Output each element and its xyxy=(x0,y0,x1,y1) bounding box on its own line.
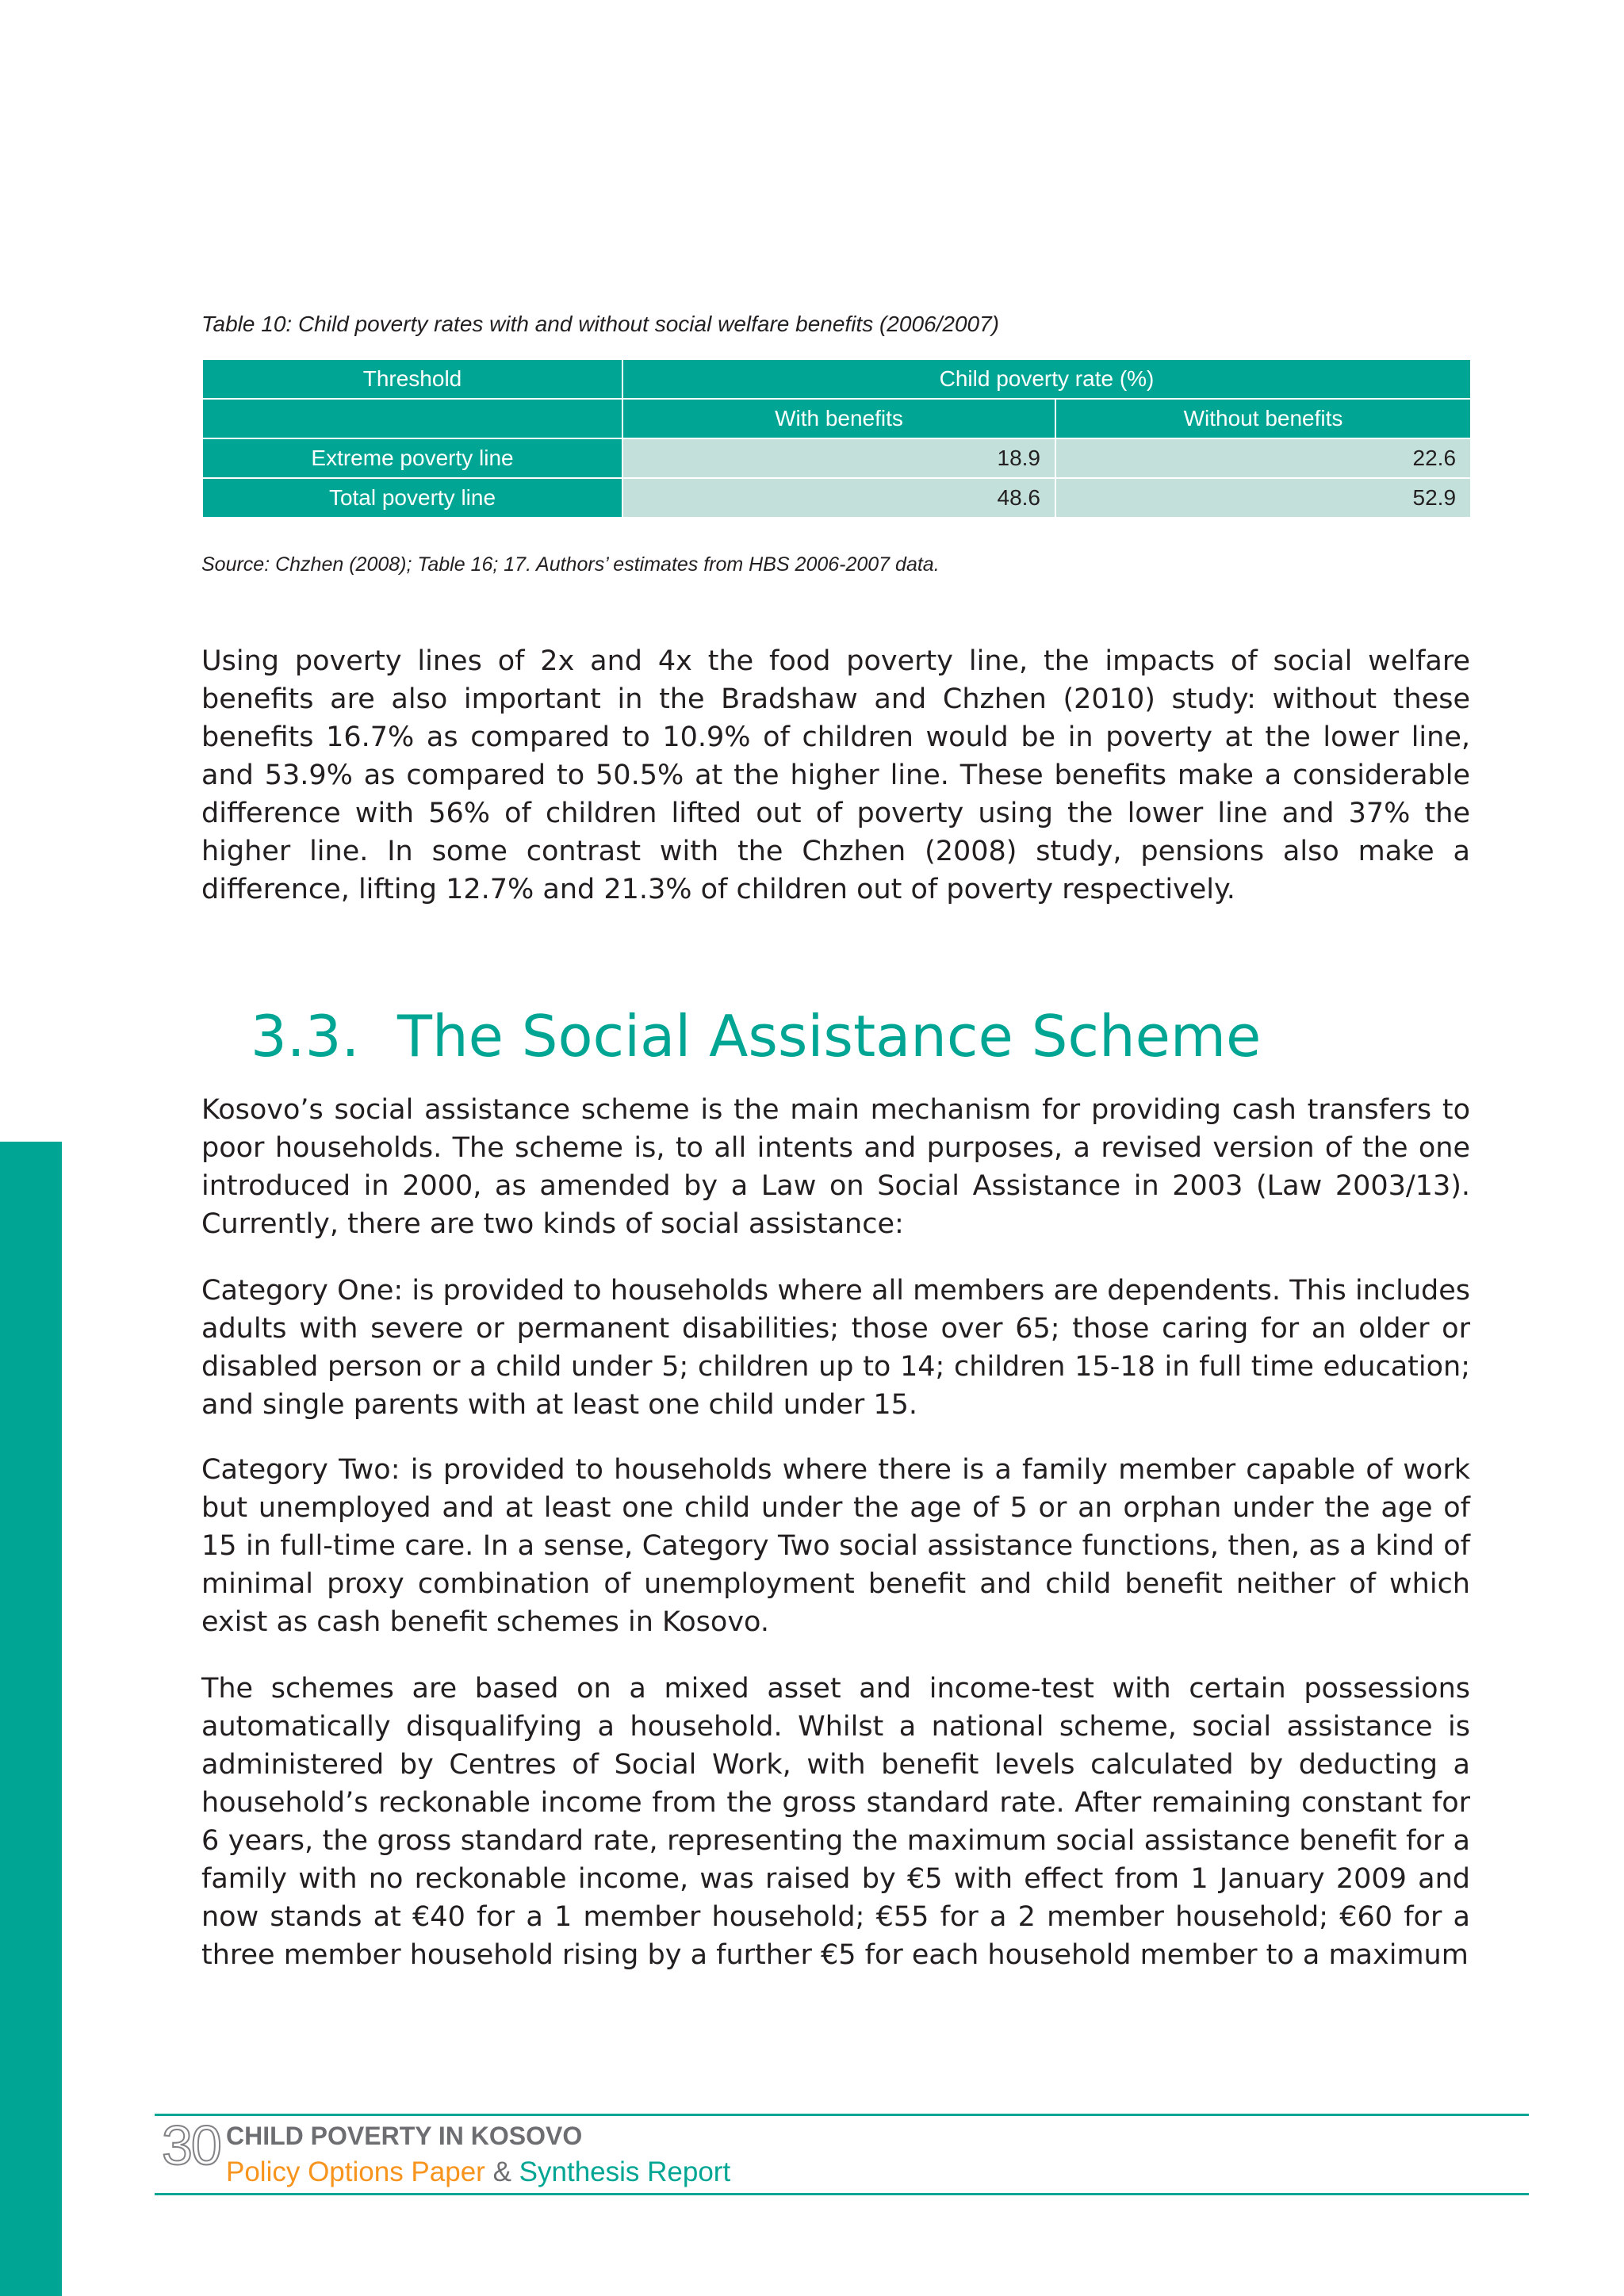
cell-without-benefits: 22.6 xyxy=(1055,438,1471,478)
footer-subtitle-synthesis: Synthesis Report xyxy=(519,2156,731,2187)
table-source-note: Source: Chzhen (2008); Table 16; 17. Authors’ estimates from HBS 2006-2007 data. xyxy=(201,553,940,576)
poverty-rates-table xyxy=(201,358,1472,519)
footer-subtitle-amp: & xyxy=(492,2156,511,2187)
row-label: Extreme poverty line xyxy=(202,438,622,478)
cell-without-benefits: 52.9 xyxy=(1055,478,1471,518)
footer-subtitle-policy: Policy Options Paper xyxy=(226,2156,485,2187)
section-number: 3.3. xyxy=(251,1003,360,1070)
footer-bottom-rule xyxy=(155,2193,1529,2195)
footer-publication-title: CHILD POVERTY IN KOSOVO xyxy=(226,2122,583,2150)
table-caption: Table 10: Child poverty rates with and without social welfare benefits (2006/2007) xyxy=(201,312,999,336)
paragraph-category-two: Category Two: is provided to households where there is a family member capable of work but unemployed and at least one child under the age of 5 or an orphan under the age of 15 in full-time care. In a sense, Category Two social assistance functions, then, as a kind of minimal proxy combination of unemployment benefit and child benefit neither of which exist as cash benefit schemes in Kosovo. xyxy=(201,1454,1470,1638)
section-heading xyxy=(251,1001,1261,1072)
table-row xyxy=(202,478,1471,518)
header-empty-cell xyxy=(202,399,622,438)
header-child-poverty-rate: Child poverty rate (%) xyxy=(622,359,1471,399)
cell-with-benefits: 18.9 xyxy=(622,438,1055,478)
section-title: The Social Assistance Scheme xyxy=(397,1003,1262,1070)
row-label: Total poverty line xyxy=(202,478,622,518)
page-number: 30 xyxy=(162,2114,220,2176)
footer-subtitle xyxy=(226,2155,730,2190)
header-with-benefits: With benefits xyxy=(622,399,1055,438)
paragraph-category-one: Category One: is provided to households where all members are dependents. This includes adults with severe or permanent disabilities; those over 65; those caring for an older or disabled person or a child under 5; children up to 14; children 15-18 in full time education; and single parents with at least one child under 15. xyxy=(201,1275,1470,1421)
table-subheader-row xyxy=(202,399,1471,438)
paragraph-scheme-intro: Kosovo’s social assistance scheme is the main mechanism for providing cash transfers to poor households. The scheme is, to all intents and purposes, a revised version of the one introduced in 2000, as amended by a Law on Social Assistance in 2003 (Law 2003/13). Currently, there are two kinds of social assistance: xyxy=(201,1094,1470,1240)
cell-with-benefits: 48.6 xyxy=(622,478,1055,518)
header-without-benefits: Without benefits xyxy=(1055,399,1471,438)
table-row xyxy=(202,438,1471,478)
footer-top-rule xyxy=(155,2114,1529,2116)
table-header-row xyxy=(202,359,1471,399)
paragraph-bradshaw-chzhen: Using poverty lines of 2x and 4x the food poverty line, the impacts of social welfare benefits are also important in the Bradshaw and Chzhen (2010) study: without these benefits 16.7% as compared to 10.9% of children would be in poverty at the lower line, and 53.9% as compared to 50.5% at the higher line. These benefits make a considerable difference with 56% of children lifted out of poverty using the lower line and 37% the higher line. In some contrast with the Chzhen (2008) study, pensions also make a difference, lifting 12.7% and 21.3% of children out of poverty respectively. xyxy=(201,645,1470,905)
header-threshold: Threshold xyxy=(202,359,622,399)
paragraph-scheme-rates: The schemes are based on a mixed asset and income-test with certain possessions automatically disqualifying a household. Whilst a national scheme, social assistance is administered by Centres of Social Work, with benefit levels calculated by deducting a household’s reckonable income from the gross standard rate. After remaining constant for 6 years, the gross standard rate, representing the maximum social assistance benefit for a family with no reckonable income, was raised by €5 with effect from 1 January 2009 and now stands at €40 for a 1 member household; €55 for a 2 member household; €60 for a three member household rising by a further €5 for each household member to a maximum xyxy=(201,1673,1470,1971)
side-accent-bar xyxy=(0,1142,62,2296)
